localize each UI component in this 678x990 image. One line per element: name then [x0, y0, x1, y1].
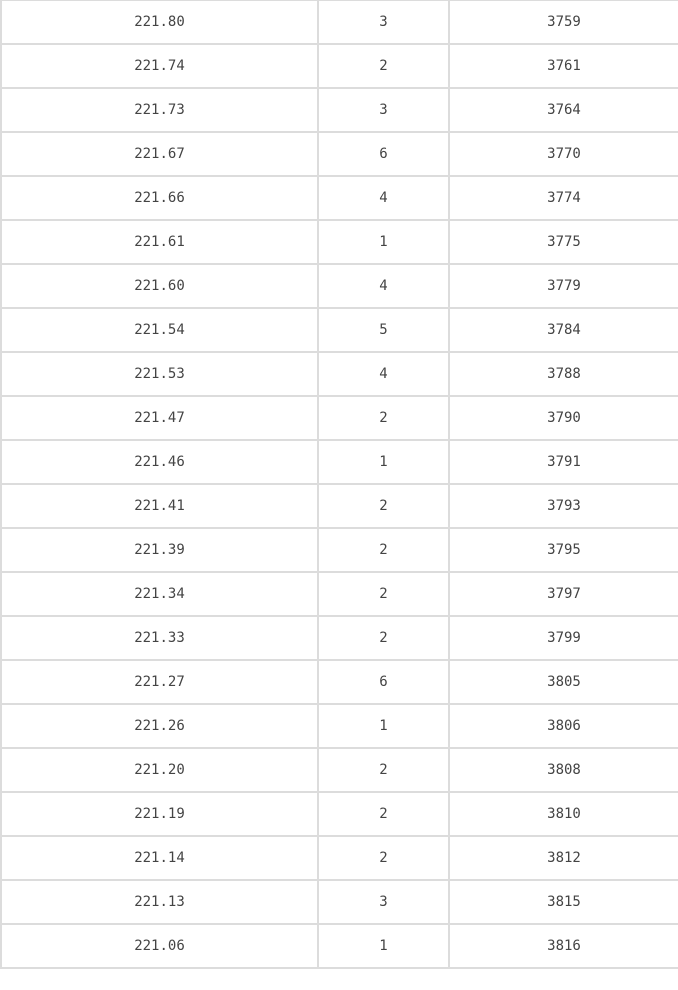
count-cell: 1 — [318, 220, 449, 264]
cumulative-cell: 3793 — [449, 484, 678, 528]
cumulative-cell: 3797 — [449, 572, 678, 616]
score-cell: 221.06 — [1, 924, 318, 968]
table-row — [1, 880, 678, 924]
score-cell: 221.74 — [1, 44, 318, 88]
table-row — [1, 748, 678, 792]
table-row — [1, 220, 678, 264]
count-cell: 6 — [318, 132, 449, 176]
count-cell: 2 — [318, 572, 449, 616]
table-row — [1, 792, 678, 836]
count-cell: 2 — [318, 616, 449, 660]
score-cell: 221.13 — [1, 880, 318, 924]
cumulative-cell: 3812 — [449, 836, 678, 880]
score-cell: 221.47 — [1, 396, 318, 440]
score-cell: 221.33 — [1, 616, 318, 660]
table-row — [1, 836, 678, 880]
score-cell: 221.20 — [1, 748, 318, 792]
table-row — [1, 308, 678, 352]
cumulative-cell: 3799 — [449, 616, 678, 660]
table-row — [1, 44, 678, 88]
score-cell: 221.53 — [1, 352, 318, 396]
cumulative-cell: 3779 — [449, 264, 678, 308]
score-cell: 221.54 — [1, 308, 318, 352]
cumulative-cell: 3795 — [449, 528, 678, 572]
count-cell: 1 — [318, 704, 449, 748]
cumulative-cell: 3790 — [449, 396, 678, 440]
table-row — [1, 484, 678, 528]
count-cell: 2 — [318, 748, 449, 792]
cumulative-cell: 3774 — [449, 176, 678, 220]
score-cell: 221.46 — [1, 440, 318, 484]
count-cell: 1 — [318, 924, 449, 968]
table-body — [1, 0, 678, 968]
count-cell: 1 — [318, 440, 449, 484]
cumulative-cell: 3788 — [449, 352, 678, 396]
score-cell: 221.39 — [1, 528, 318, 572]
score-cell: 221.67 — [1, 132, 318, 176]
cumulative-cell: 3764 — [449, 88, 678, 132]
cumulative-cell: 3815 — [449, 880, 678, 924]
table-row — [1, 528, 678, 572]
table-row — [1, 704, 678, 748]
table-row — [1, 132, 678, 176]
score-cell: 221.61 — [1, 220, 318, 264]
cumulative-cell: 3810 — [449, 792, 678, 836]
count-cell: 4 — [318, 176, 449, 220]
table-row — [1, 352, 678, 396]
table-row — [1, 616, 678, 660]
cumulative-cell: 3761 — [449, 44, 678, 88]
count-cell: 2 — [318, 44, 449, 88]
cumulative-cell: 3775 — [449, 220, 678, 264]
cumulative-cell: 3808 — [449, 748, 678, 792]
count-cell: 3 — [318, 880, 449, 924]
cumulative-cell: 3816 — [449, 924, 678, 968]
table-row — [1, 660, 678, 704]
table-row — [1, 440, 678, 484]
score-cell: 221.34 — [1, 572, 318, 616]
cumulative-cell: 3805 — [449, 660, 678, 704]
count-cell: 4 — [318, 352, 449, 396]
score-cell: 221.26 — [1, 704, 318, 748]
count-cell: 4 — [318, 264, 449, 308]
score-cell: 221.41 — [1, 484, 318, 528]
score-cell: 221.14 — [1, 836, 318, 880]
score-cell: 221.80 — [1, 0, 318, 44]
count-cell: 5 — [318, 308, 449, 352]
table-row — [1, 396, 678, 440]
score-cell: 221.27 — [1, 660, 318, 704]
count-cell: 2 — [318, 396, 449, 440]
count-cell: 3 — [318, 0, 449, 44]
table-row — [1, 924, 678, 968]
count-cell: 3 — [318, 88, 449, 132]
cumulative-cell: 3806 — [449, 704, 678, 748]
table-row — [1, 88, 678, 132]
score-cell: 221.19 — [1, 792, 318, 836]
cumulative-cell: 3759 — [449, 0, 678, 44]
cumulative-cell: 3791 — [449, 440, 678, 484]
table-row — [1, 0, 678, 44]
cumulative-cell: 3770 — [449, 132, 678, 176]
score-cell: 221.60 — [1, 264, 318, 308]
cumulative-cell: 3784 — [449, 308, 678, 352]
score-cell: 221.66 — [1, 176, 318, 220]
table-row — [1, 176, 678, 220]
count-cell: 2 — [318, 792, 449, 836]
count-cell: 2 — [318, 484, 449, 528]
count-cell: 2 — [318, 836, 449, 880]
table-row — [1, 264, 678, 308]
table-row — [1, 572, 678, 616]
count-cell: 6 — [318, 660, 449, 704]
score-cell: 221.73 — [1, 88, 318, 132]
count-cell: 2 — [318, 528, 449, 572]
